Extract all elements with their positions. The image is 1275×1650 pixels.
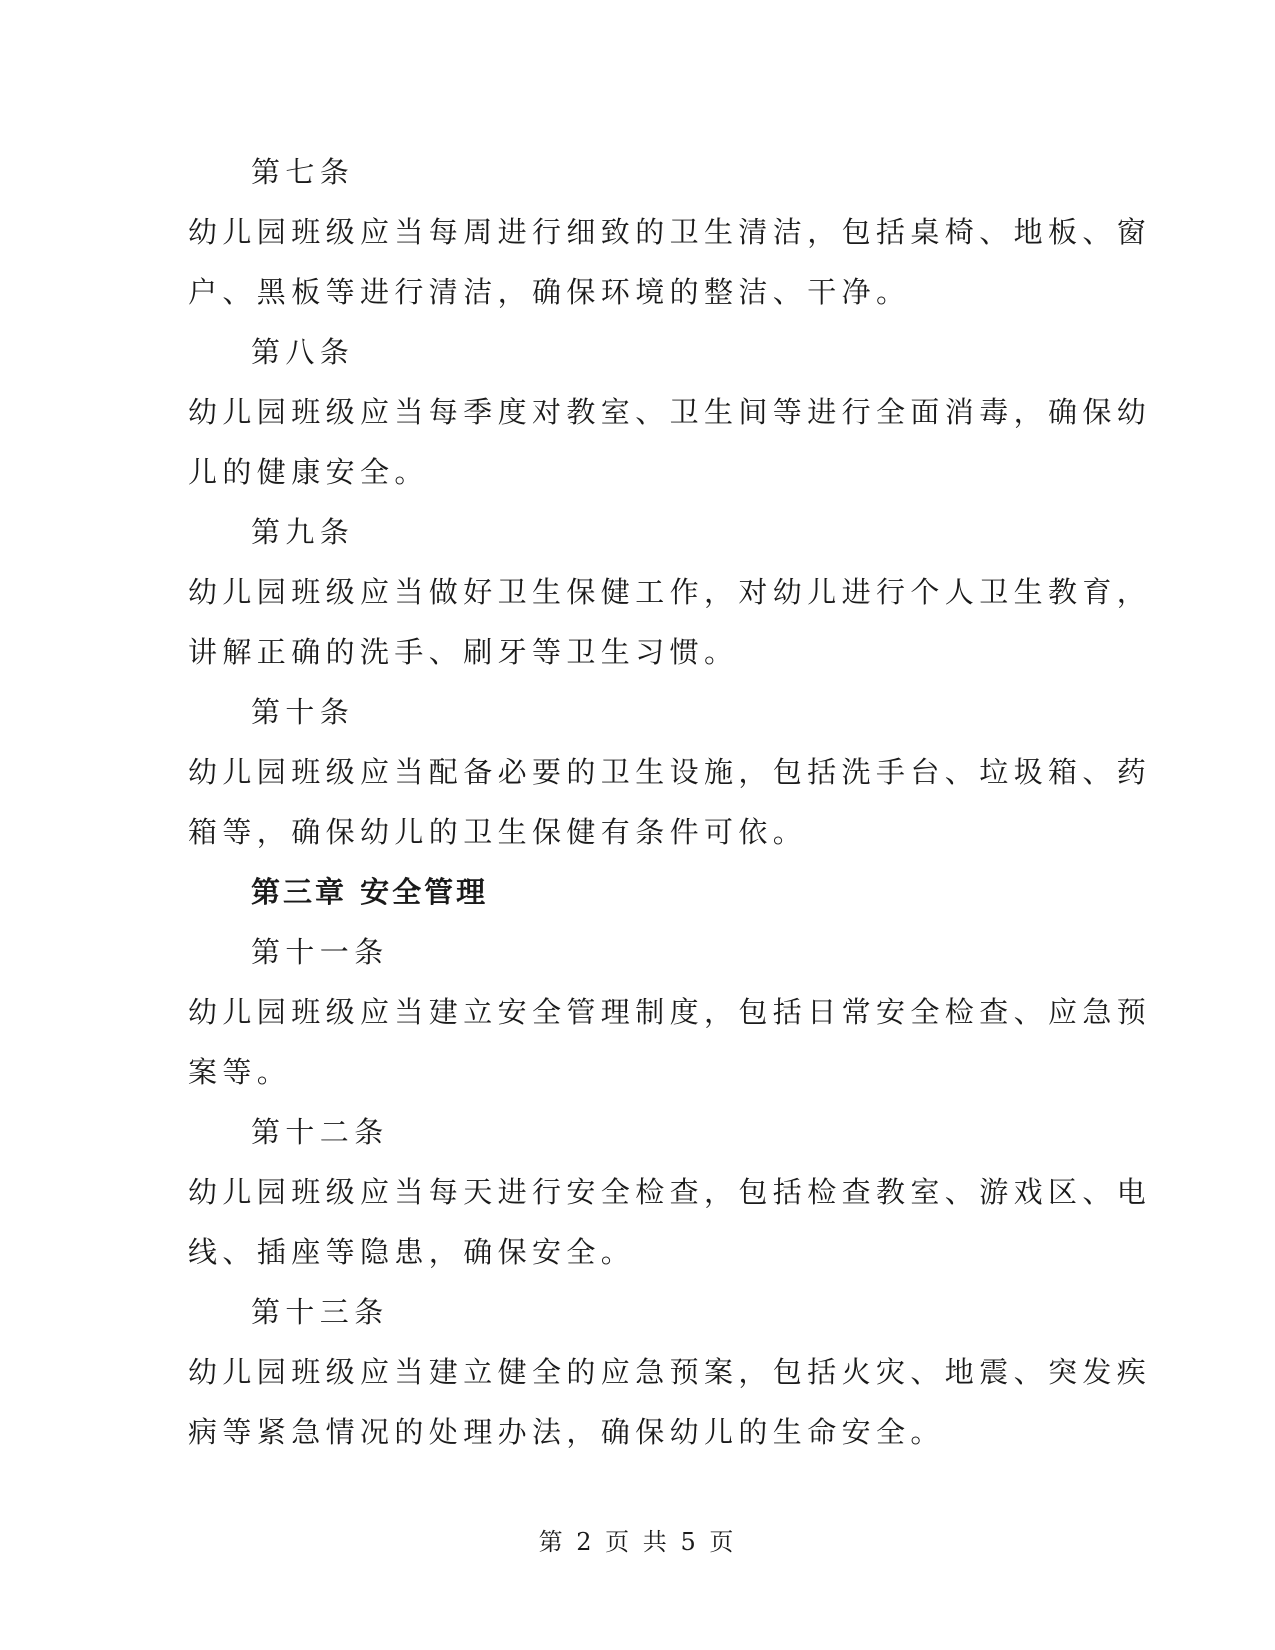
article-heading-13: 第十三条 xyxy=(251,1295,389,1329)
article-heading-8: 第八条 xyxy=(251,335,355,369)
body-line: 户、黑板等进行清洁，确保环境的整洁、干净。 xyxy=(188,275,911,309)
body-line: 幼儿园班级应当建立健全的应急预案，包括火灾、地震、突发疾 xyxy=(188,1355,1152,1389)
body-line: 案等。 xyxy=(188,1055,292,1089)
body-line: 幼儿园班级应当每天进行安全检查，包括检查教室、游戏区、电 xyxy=(188,1175,1152,1209)
body-line: 箱等，确保幼儿的卫生保健有条件可依。 xyxy=(188,815,808,849)
page-number-footer: 第 2 页 共 5 页 xyxy=(538,1528,737,1556)
body-line: 病等紧急情况的处理办法，确保幼儿的生命安全。 xyxy=(188,1415,945,1449)
body-line: 幼儿园班级应当配备必要的卫生设施，包括洗手台、垃圾箱、药 xyxy=(188,755,1152,789)
article-heading-7: 第七条 xyxy=(251,155,355,189)
chapter-heading-3: 第三章 安全管理 xyxy=(251,875,489,909)
body-line: 幼儿园班级应当每周进行细致的卫生清洁，包括桌椅、地板、窗 xyxy=(188,215,1152,249)
article-heading-10: 第十条 xyxy=(251,695,355,729)
article-heading-11: 第十一条 xyxy=(251,935,389,969)
body-line: 幼儿园班级应当做好卫生保健工作，对幼儿进行个人卫生教育， xyxy=(188,575,1152,609)
document-body xyxy=(188,142,1152,1462)
body-line: 幼儿园班级应当每季度对教室、卫生间等进行全面消毒，确保幼 xyxy=(188,395,1152,429)
body-line: 幼儿园班级应当建立安全管理制度，包括日常安全检查、应急预 xyxy=(188,995,1152,1029)
article-heading-9: 第九条 xyxy=(251,515,355,549)
body-line: 儿的健康安全。 xyxy=(188,455,429,489)
body-line: 线、插座等隐患，确保安全。 xyxy=(188,1235,636,1269)
body-line: 讲解正确的洗手、刷牙等卫生习惯。 xyxy=(188,635,739,669)
article-heading-12: 第十二条 xyxy=(251,1115,389,1149)
